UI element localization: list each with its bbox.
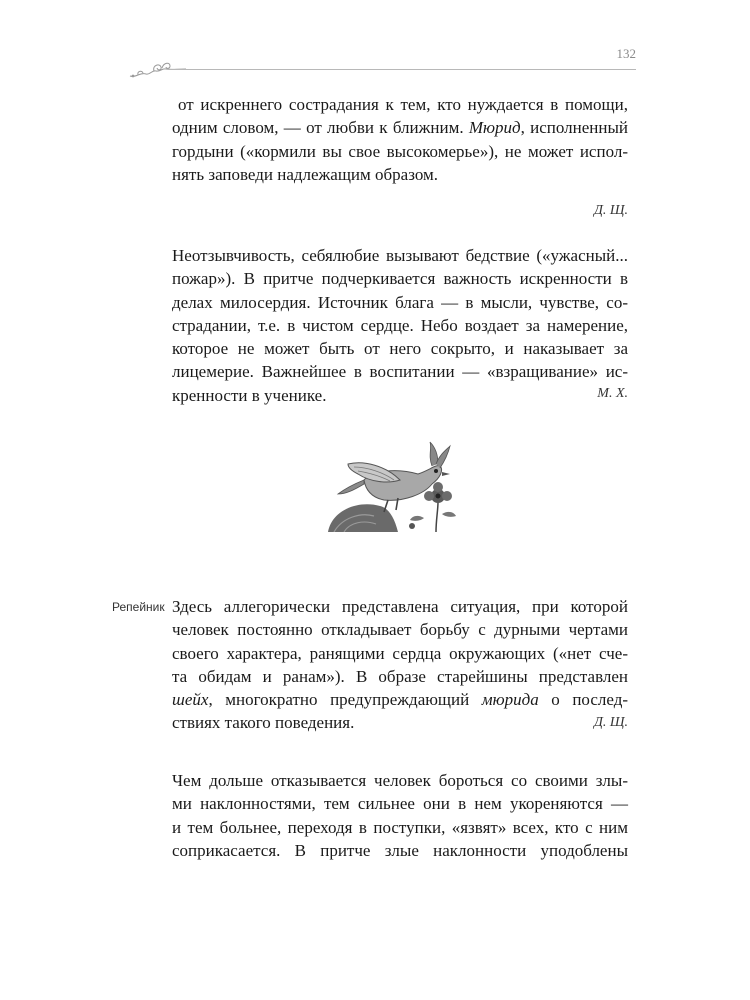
text-line: человек постоянно откладывает борьбу с дурными чертами <box>172 620 628 640</box>
text-line: и тем больнее, переходя в поступки, «язвят» всех, кто с ним <box>172 817 628 837</box>
text-line: ми наклонностями, тем сильнее они в нем укореняются — <box>172 794 628 814</box>
text-line: делах милосердия. Источник блага — в мысли, чувстве, со- <box>172 292 628 312</box>
text-line: нять заповеди надлежащим образом. <box>172 164 439 184</box>
author-signature: Д. Щ. <box>593 715 628 730</box>
text-line: ствиях такого поведения. <box>172 713 355 733</box>
page-number: 132 <box>616 46 636 61</box>
text-line: лицемерие. Важнейшее в воспитании — «взращивание» ис- <box>172 362 628 382</box>
text-line: Здесь аллегорически представлена ситуация, при которой <box>172 597 628 616</box>
header-rule <box>168 69 636 70</box>
commentary-paragraph-2 <box>172 244 628 407</box>
text-line: страдании, т.е. в чистом сердце. Небо воздает за намерение, <box>172 315 628 335</box>
text-line: от искреннего сострадания к тем, кто нуждается в помощи, <box>178 95 628 114</box>
text-line: своего характера, ранящими сердца окружающих («нет сче- <box>172 643 628 663</box>
author-signature: Д. Щ. <box>593 203 628 218</box>
text-line: которое не может быть от него сокрыто, и наказывает за <box>172 339 628 359</box>
commentary-paragraph-3 <box>172 595 628 735</box>
author-signature: М. Х. <box>597 386 628 401</box>
commentary-paragraph-1 <box>172 93 628 186</box>
bird-with-flower-illustration-icon <box>328 440 456 532</box>
text-line: кренности в ученике. <box>172 385 327 405</box>
text-line: та обидам и ранам»). В образе старейшины представлен <box>172 666 628 686</box>
text-line: Чем дольше отказывается человек бороться со своими злы- <box>172 771 628 790</box>
text-line: Неотзывчивость, себялюбие вызывают бедствие («ужасный... <box>172 246 628 265</box>
text-line: соприкасается. В притче злые наклонности уподоблены <box>172 840 628 860</box>
text-line: пожар»). В притче подчеркивается важность искренности в <box>172 269 628 289</box>
commentary-paragraph-4 <box>172 769 628 862</box>
margin-label: Репейник <box>112 600 165 614</box>
text-line: гордыни («кормили вы свое высокомерье»), не может испол- <box>172 141 628 161</box>
text-line: шейх, многократно предупреждающий мюрида о послед- <box>172 690 629 710</box>
text-line: одним словом, — от любви к ближним. Мюрид, исполненный <box>172 118 628 138</box>
